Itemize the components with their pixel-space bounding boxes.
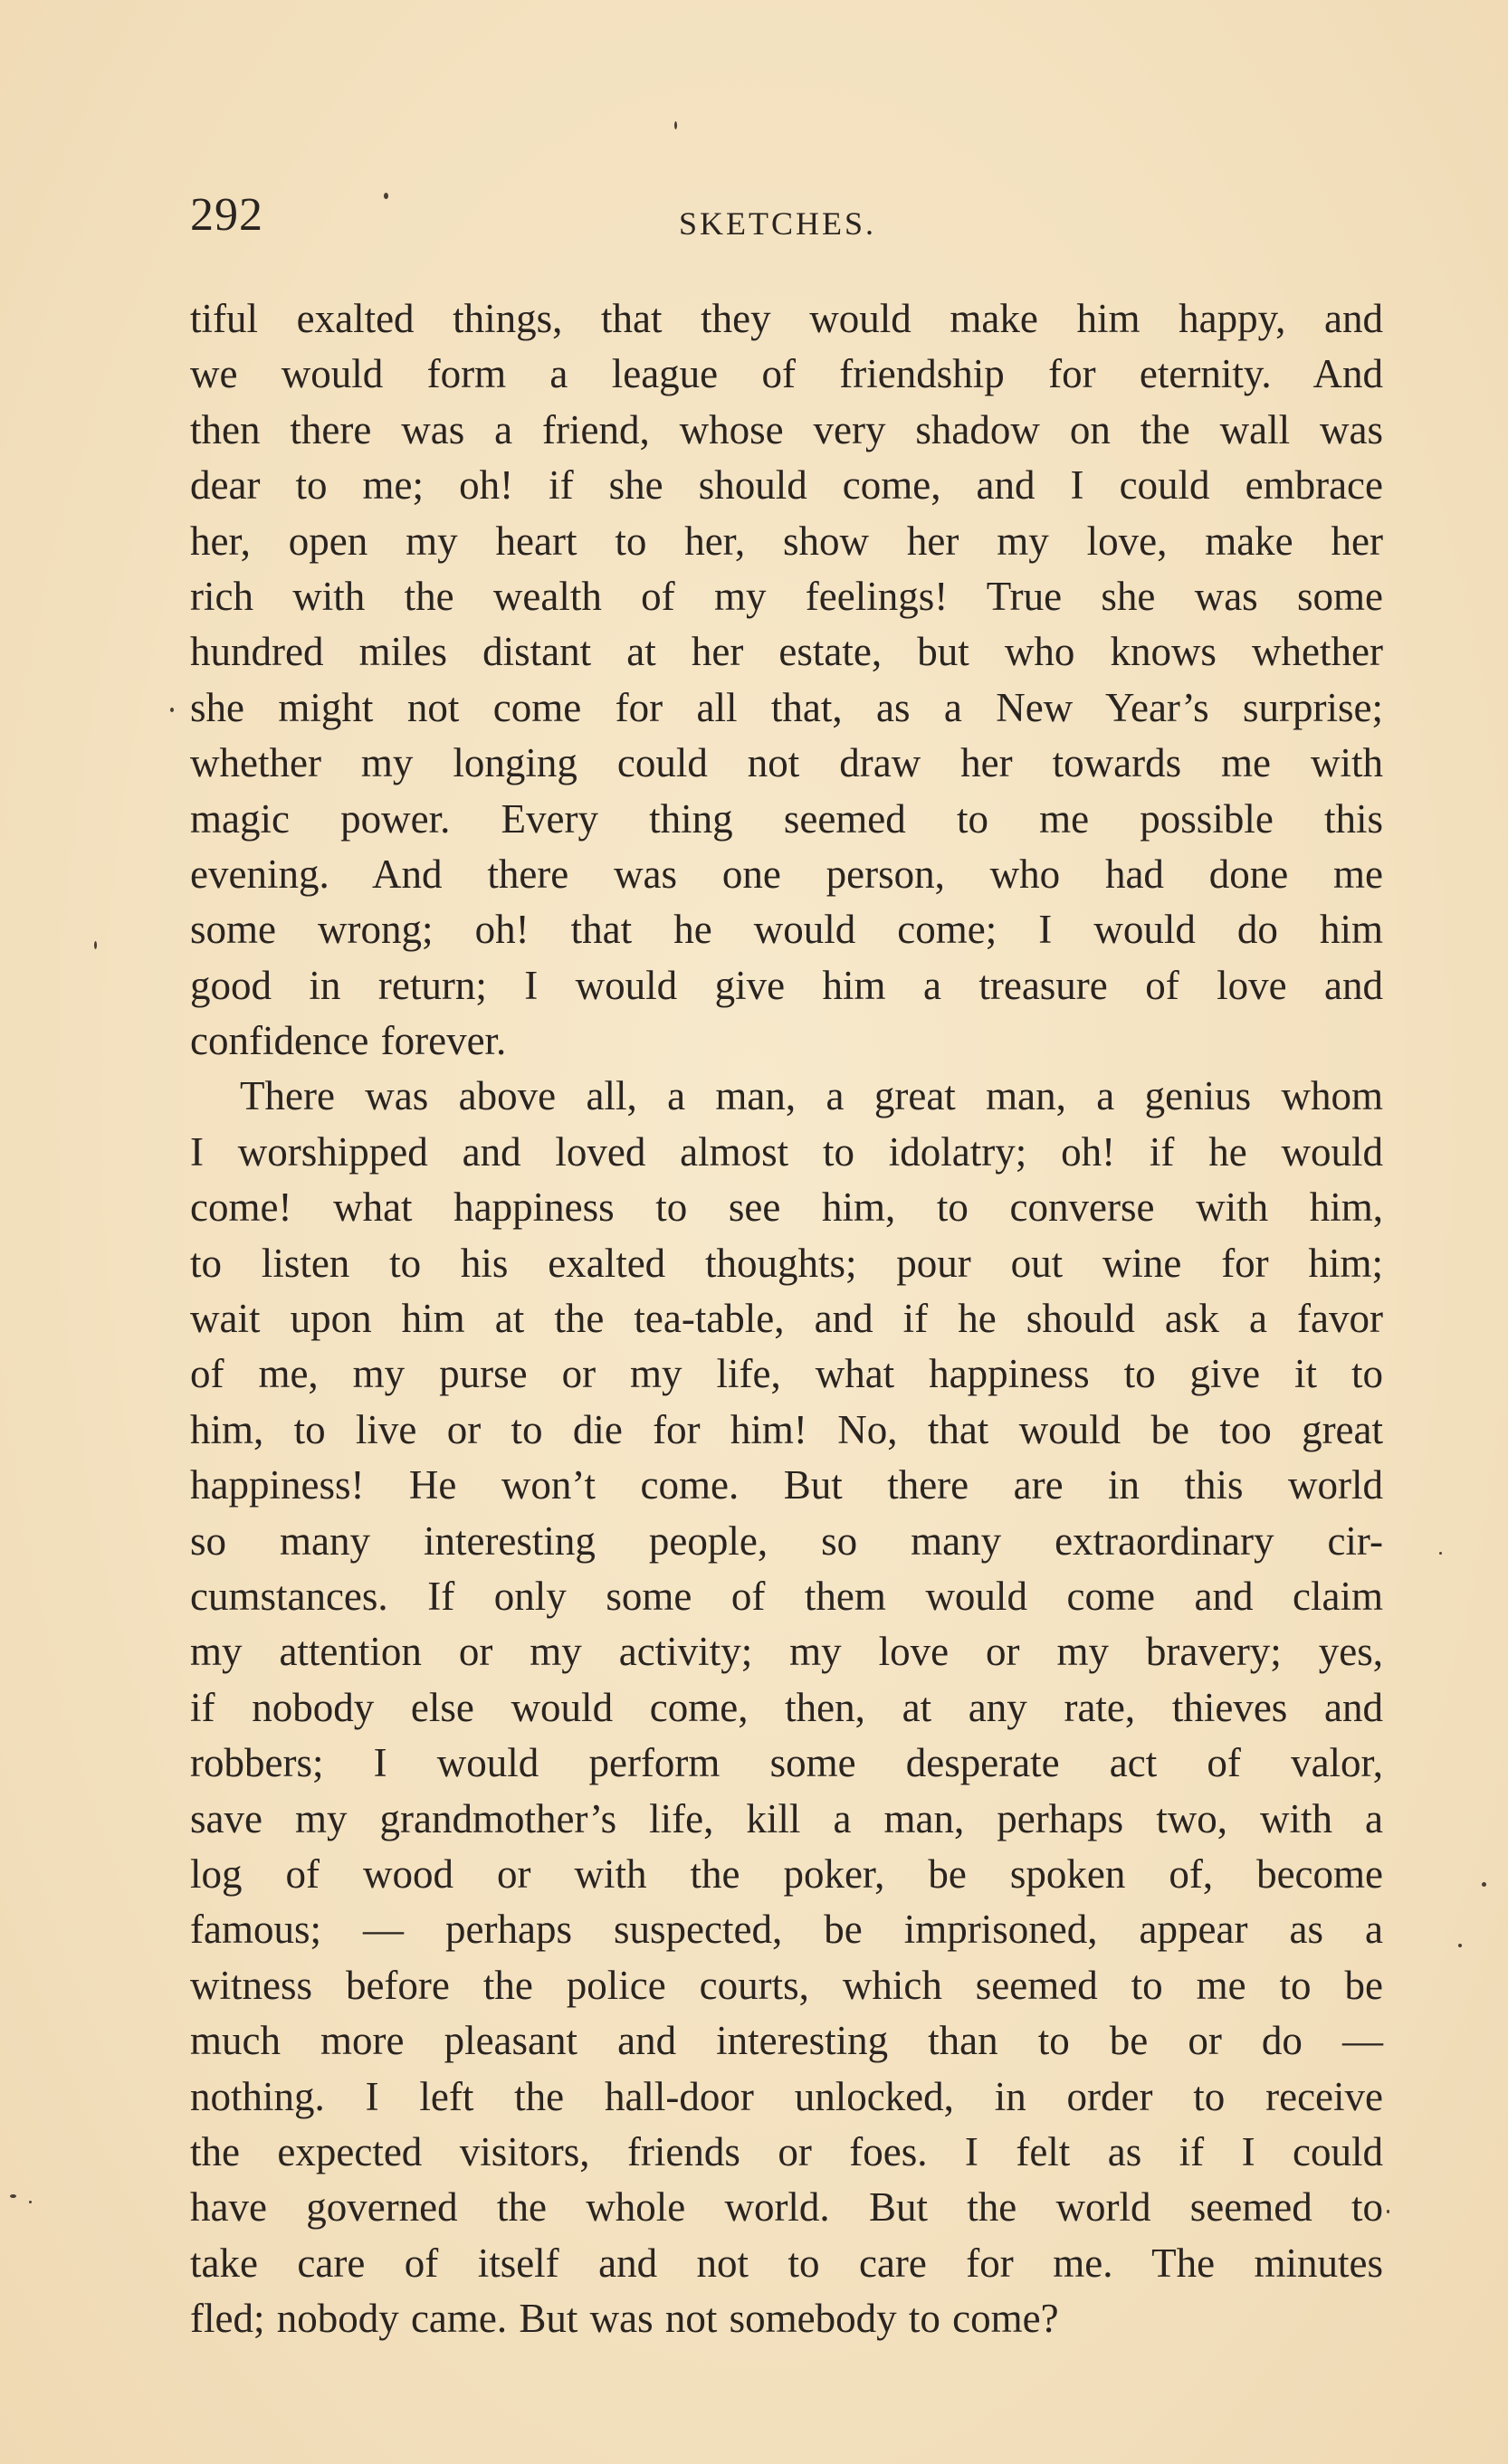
text-line: him, to live or to die for him! No, that would be too great <box>190 1406 1383 1452</box>
text-line: the expected visitors, friends or foes. I felt as if I could <box>190 2128 1383 2174</box>
text-line: confidence forever. <box>190 1018 507 1064</box>
scan-speck <box>94 941 97 949</box>
text-line: tiful exalted things, that they would make him happy, and <box>190 296 1383 341</box>
text-line: witness before the police courts, which seemed to me to be <box>190 1962 1383 2008</box>
text-line: have governed the whole world. But the world seemed to <box>190 2184 1383 2231</box>
scan-speck <box>170 708 174 712</box>
text-line: magic power. Every thing seemed to me possible this <box>190 795 1383 842</box>
text-line: wait upon him at the tea-table, and if he should ask a favor <box>190 1296 1383 1342</box>
text-line: come! what happiness to see him, to converse with him, <box>190 1184 1383 1231</box>
text-line: nothing. I left the hall-door unlocked, in order to receive <box>190 2073 1383 2119</box>
text-line: to listen to his exalted thoughts; pour out wine for him; <box>190 1240 1383 1286</box>
text-line: I worshipped and loved almost to idolatry; oh! if he would <box>190 1128 1383 1175</box>
scan-speck <box>1439 1552 1442 1555</box>
text-line: dear to me; oh! if she should come, and I could embrace <box>190 462 1383 509</box>
text-line: evening. And there was one person, who had done me <box>190 851 1383 897</box>
running-head: SKETCHES. <box>679 205 877 242</box>
text-line: famous; — perhaps suspected, be imprisoned, appear as a <box>190 1907 1383 1953</box>
text-line: whether my longing could not draw her towards me with <box>190 740 1383 786</box>
text-line: log of wood or with the poker, be spoken of, become <box>190 1850 1383 1897</box>
text-line: take care of itself and not to care for me. The minutes <box>190 2240 1383 2286</box>
text-line: her, open my heart to her, show her my love, make her <box>190 518 1383 564</box>
text-line: cumstances. If only some of them would come and claim <box>190 1573 1383 1619</box>
text-line: hundred miles distant at her estate, but who knows whether <box>190 629 1383 675</box>
text-line: happiness! He won’t come. But there are in this world <box>190 1462 1383 1508</box>
scan-speck <box>1482 1882 1486 1887</box>
page-header <box>190 188 1383 252</box>
scan-speck <box>384 193 388 199</box>
text-line: There was above all, a man, a great man, a genius whom <box>240 1073 1383 1119</box>
paragraph-1 <box>190 291 1383 1069</box>
text-line: robbers; I would perform some desperate act of valor, <box>190 1740 1383 1786</box>
text-line: so many interesting people, so many extraordinary cir- <box>190 1517 1383 1564</box>
body-text <box>190 291 1383 2346</box>
scan-speck <box>29 2201 32 2203</box>
text-line: much more pleasant and interesting than to be or do — <box>190 2018 1383 2064</box>
text-line: we would form a league of friendship for eternity. And <box>190 351 1383 397</box>
scan-speck <box>674 121 677 129</box>
text-line: good in return; I would give him a treasure of love and <box>190 962 1383 1008</box>
text-line: she might not come for all that, as a New Year’s surprise; <box>190 684 1383 730</box>
text-line: fled; nobody came. But was not somebody to come? <box>190 2296 1059 2342</box>
text-line: save my grandmother’s life, kill a man, perhaps two, with a <box>190 1795 1383 1841</box>
scan-speck <box>1387 2210 1389 2213</box>
scan-speck <box>1458 1944 1462 1947</box>
text-line: if nobody else would come, then, at any rate, thieves and <box>190 1684 1383 1730</box>
text-line: some wrong; oh! that he would come; I would do him <box>190 907 1383 953</box>
scan-speck <box>10 2194 16 2198</box>
text-line: rich with the wealth of my feelings! True she was some <box>190 573 1383 619</box>
paragraph-2 <box>190 1069 1383 2346</box>
text-line: of me, my purse or my life, what happiness to give it to <box>190 1351 1383 1397</box>
page-number: 292 <box>190 189 263 241</box>
text-line: my attention or my activity; my love or my bravery; yes, <box>190 1629 1383 1675</box>
text-line: then there was a friend, whose very shadow on the wall was <box>190 406 1383 452</box>
